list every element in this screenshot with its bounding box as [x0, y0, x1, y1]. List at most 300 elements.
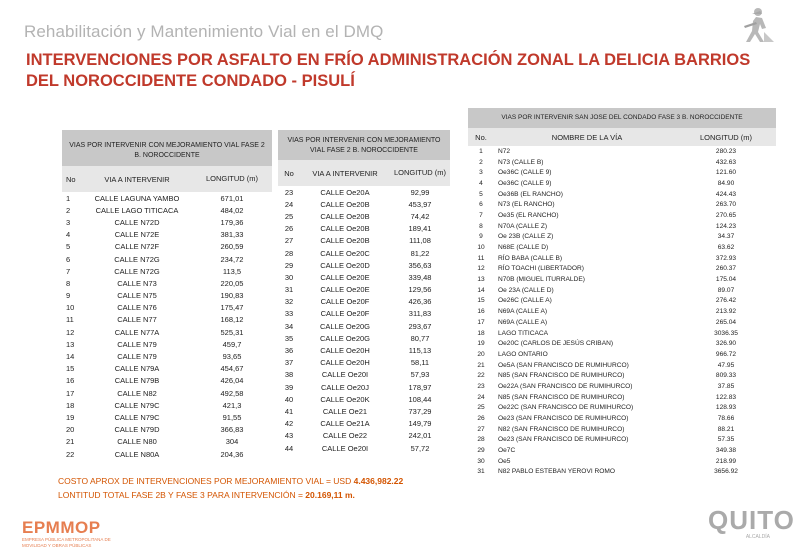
road-name: N85 (SAN FRANCISCO DE RUMIHURCO)	[498, 372, 625, 380]
row-number: 2	[66, 205, 71, 215]
road-name: CALLE Oe20I	[321, 443, 369, 453]
table-row	[278, 344, 450, 356]
cost-value: 4.436,982.22	[353, 476, 404, 486]
road-length: 175.04	[715, 276, 737, 284]
table-row	[278, 247, 450, 259]
row-number: 11	[66, 315, 74, 325]
row-number: 35	[284, 333, 294, 343]
road-name: CALLE N76	[117, 303, 157, 313]
road-length: 57,72	[410, 443, 430, 453]
table-row	[62, 399, 272, 411]
table-row	[278, 284, 450, 296]
road-name: Oe23 (SAN FRANCISCO DE RUMIHURCO)	[498, 436, 629, 444]
road-name: N73 (CALLE B)	[498, 158, 544, 166]
road-name: CALLE LAGUNA YAMBO	[94, 193, 180, 203]
row-number: 16	[66, 376, 75, 386]
road-name: CALLE N75	[117, 291, 157, 301]
row-number: 3	[66, 217, 71, 227]
road-length: 89.07	[717, 286, 735, 294]
column-header-no: No	[278, 160, 300, 186]
cost-summary	[58, 476, 403, 486]
table-row	[468, 445, 776, 456]
road-name: LAGO TITICACA	[498, 329, 549, 337]
table-row	[278, 369, 450, 381]
table-row	[62, 350, 272, 362]
road-name: CALLE Oe20K	[320, 394, 370, 404]
table-row	[278, 308, 450, 320]
table-row	[468, 296, 776, 307]
row-number: 5	[66, 242, 71, 252]
row-number: 28	[284, 248, 294, 258]
table-row	[62, 411, 272, 423]
table-row	[62, 387, 272, 399]
road-length: 265.04	[715, 318, 737, 326]
table-row	[468, 328, 776, 339]
road-length: 113,5	[222, 266, 242, 276]
road-length: 81,22	[410, 248, 430, 258]
table-row	[468, 370, 776, 381]
table-row	[278, 381, 450, 393]
table-row	[62, 216, 272, 228]
road-length: 189,41	[408, 224, 432, 234]
epmmop-logo	[22, 519, 132, 555]
row-number: 44	[284, 443, 294, 453]
row-number: 25	[477, 404, 485, 412]
road-name: Oe36B (EL RANCHO)	[498, 190, 563, 198]
table-row	[62, 290, 272, 302]
row-number: 17	[66, 388, 75, 398]
table-band-title: VIAS POR INTERVENIR SAN JOSE DEL CONDADO FASE 3 B. NOROCCIDENTE	[468, 108, 776, 128]
row-number: 20	[477, 350, 485, 358]
row-number: 43	[284, 431, 294, 441]
road-length: 74,42	[410, 211, 430, 221]
table-row	[62, 192, 272, 204]
table-row	[278, 198, 450, 210]
table-row	[468, 403, 776, 414]
table-row	[62, 204, 272, 216]
row-number: 6	[66, 254, 71, 264]
row-number: 7	[66, 266, 71, 276]
road-length: 304	[225, 437, 239, 447]
table-row	[468, 456, 776, 467]
row-number: 15	[66, 364, 75, 374]
road-name: Oe23 (SAN FRANCISCO DE RUMIHURCO)	[498, 415, 629, 423]
road-name: CALLE N79A	[114, 364, 160, 374]
road-name: CALLE Oe20G	[319, 321, 371, 331]
road-name: CALLE Oe20B	[320, 224, 370, 234]
road-name: CALLE Oe20E	[320, 285, 370, 295]
road-length: 204,36	[220, 449, 244, 459]
road-name: CALLE N80A	[114, 449, 160, 459]
table-row	[468, 413, 776, 424]
road-length: 57,93	[410, 370, 430, 380]
row-number: 31	[284, 285, 294, 295]
column-header-length: LONGITUD (m)	[676, 128, 776, 146]
row-number: 28	[477, 436, 485, 444]
table-row	[62, 277, 272, 289]
road-length: 37.85	[717, 382, 735, 390]
row-number: 37	[284, 358, 294, 368]
road-name: N82 PABLO ESTEBAN YEROVI ROMO	[498, 468, 616, 476]
column-header-no: No	[62, 166, 82, 192]
row-number: 34	[284, 321, 294, 331]
road-length: 809.33	[715, 372, 737, 380]
row-number: 24	[477, 393, 485, 401]
table-row	[468, 317, 776, 328]
row-number: 31	[477, 468, 485, 476]
table-band-title: VIAS POR INTERVENIR CON MEJORAMIENTO VIAL FASE 2 B. NOROCCIDENTE	[278, 130, 450, 160]
row-number: 18	[66, 400, 75, 410]
road-length: 234,72	[220, 254, 244, 264]
table-row	[62, 302, 272, 314]
table-row	[468, 467, 776, 478]
row-number: 5	[479, 190, 483, 198]
road-length: 671,01	[220, 193, 244, 203]
road-name: CALLE N79B	[114, 376, 160, 386]
road-length: 339,48	[408, 272, 432, 282]
road-name: LAGO ONTARIO	[498, 350, 548, 358]
road-length: 426,36	[408, 297, 432, 307]
road-name: CALLE N79C	[114, 400, 160, 410]
quito-logo-subtitle: ALCALDÍA	[745, 534, 770, 540]
road-length: 129,56	[408, 285, 432, 295]
length-label: LONTITUD TOTAL FASE 2B Y FASE 3 PARA INTERVENCIÓN =	[58, 490, 306, 500]
road-name: N72	[498, 147, 511, 155]
table-row	[468, 306, 776, 317]
road-name: CALLE Oe20C	[320, 248, 370, 258]
epmmop-logo-subtitle: EMPRESA PÚBLICA METROPOLITANA DE MOVILIDAD Y OBRAS PÚBLICAS	[22, 537, 111, 548]
row-number: 11	[477, 254, 485, 262]
table-row	[468, 424, 776, 435]
road-length: 426,04	[220, 376, 244, 386]
road-name: Oe26C (CALLE A)	[498, 297, 552, 305]
road-length: 190,83	[220, 291, 244, 301]
road-length: 122.83	[715, 393, 737, 401]
road-length: 293,67	[408, 321, 432, 331]
road-name: N70B (MIGUEL ITURRALDE)	[498, 276, 585, 284]
row-number: 26	[284, 224, 294, 234]
table-row	[468, 232, 776, 243]
row-number: 36	[284, 346, 294, 356]
road-name: Oe36C (CALLE 9)	[498, 169, 552, 177]
table-row	[278, 235, 450, 247]
row-number: 13	[66, 339, 75, 349]
road-name: CALLE Oe20B	[320, 199, 370, 209]
row-number: 22	[477, 372, 485, 380]
road-length: 432.63	[715, 158, 737, 166]
road-length: 218.99	[715, 457, 737, 465]
road-length: 179,36	[220, 217, 244, 227]
row-number: 24	[284, 199, 294, 209]
row-number: 33	[284, 309, 294, 319]
road-name: CALLE N79	[117, 339, 157, 349]
road-length: 260.37	[715, 265, 737, 273]
row-number: 32	[284, 297, 294, 307]
row-number: 23	[284, 187, 294, 197]
phase-3-table	[468, 108, 776, 477]
road-name: CALLE Oe20B	[320, 211, 370, 221]
road-name: CALLE LAGO TITICACA	[95, 205, 179, 215]
road-length: 128.93	[715, 404, 737, 412]
road-length: 381,33	[220, 230, 244, 240]
row-number: 38	[284, 370, 294, 380]
road-length: 108,44	[408, 394, 432, 404]
road-length: 484,02	[220, 205, 244, 215]
road-name: CALLE N82	[117, 388, 157, 398]
phase-2b-table-2	[278, 130, 450, 454]
road-length: 168,12	[220, 315, 244, 325]
road-length: 349.38	[715, 447, 737, 455]
road-name: CALLE Oe20J	[321, 382, 369, 392]
road-name: N73 (EL RANCHO)	[498, 201, 555, 209]
table-row	[468, 381, 776, 392]
road-worker-icon	[736, 4, 776, 44]
table-row	[62, 326, 272, 338]
row-number: 21	[66, 437, 75, 447]
table-row	[468, 167, 776, 178]
row-number: 21	[477, 361, 485, 369]
quito-logo-word: QUITO	[708, 505, 795, 535]
road-name: CALLE N72G	[114, 266, 160, 276]
road-name: Oe 23B (CALLE Z)	[498, 233, 554, 241]
road-length: 366,83	[220, 425, 244, 435]
table-row	[468, 349, 776, 360]
table-row	[278, 296, 450, 308]
row-number: 18	[477, 329, 485, 337]
row-number: 23	[477, 382, 485, 390]
road-name: Oe5A (SAN FRANCISCO DE RUMIHURCO)	[498, 361, 629, 369]
road-name: Oe35 (EL RANCHO)	[498, 211, 559, 219]
row-number: 12	[66, 327, 75, 337]
road-name: N82 (SAN FRANCISCO DE RUMIHURCO)	[498, 425, 625, 433]
table-row	[468, 435, 776, 446]
road-name: Oe7C	[498, 447, 516, 455]
road-length: 220,05	[220, 278, 244, 288]
row-number: 1	[66, 193, 71, 203]
row-number: 9	[479, 233, 483, 241]
table-row	[468, 146, 776, 157]
road-name: Oe20C (CARLOS DE JESÚS CRIBAN)	[498, 340, 614, 348]
phase-2b-table-1	[62, 130, 272, 460]
road-name: CALLE Oe20F	[320, 309, 370, 319]
road-name: CALLE N79	[117, 352, 157, 362]
road-name: Oe 23A (CALLE D)	[498, 286, 554, 294]
table-row	[278, 271, 450, 283]
row-number: 41	[284, 406, 294, 416]
road-name: RÍO TOACHI (LIBERTADOR)	[498, 265, 584, 273]
row-number: 7	[479, 211, 483, 219]
column-header-via: VIA A INTERVENIR	[300, 160, 390, 186]
road-length: 88.21	[717, 425, 735, 433]
column-header-via: VIA A INTERVENIR	[82, 166, 192, 192]
table-row	[468, 253, 776, 264]
table-row	[278, 332, 450, 344]
road-name: CALLE N72G	[114, 254, 160, 264]
road-length: 121.60	[715, 169, 737, 177]
length-summary	[58, 490, 355, 500]
road-length: 58,11	[410, 358, 430, 368]
road-length: 91,55	[222, 412, 242, 422]
table-row	[62, 363, 272, 375]
table-row	[62, 229, 272, 241]
row-number: 19	[477, 340, 485, 348]
road-name: CALLE N80	[117, 437, 157, 447]
table-row	[278, 442, 450, 454]
road-length: 737,29	[408, 406, 432, 416]
column-header-no: No.	[468, 128, 494, 146]
table-row	[278, 405, 450, 417]
road-name: CALLE N72E	[114, 230, 160, 240]
road-length: 421,3	[222, 400, 242, 410]
road-length: 47.95	[717, 361, 735, 369]
road-length: 260,59	[220, 242, 244, 252]
table-row	[468, 199, 776, 210]
row-number: 12	[477, 265, 485, 273]
table-row	[468, 392, 776, 403]
table-row	[62, 253, 272, 265]
page-subtitle: Rehabilitación y Mantenimiento Vial en el DMQ	[24, 22, 384, 41]
road-name: CALLE Oe20G	[319, 333, 371, 343]
road-name: Oe22C (SAN FRANCISCO DE RUMIHURCO)	[498, 404, 634, 412]
column-header-via: NOMBRE DE LA VÍA	[494, 128, 676, 146]
row-number: 15	[477, 297, 485, 305]
road-name: CALLE Oe20D	[320, 260, 370, 270]
row-number: 17	[477, 318, 485, 326]
road-name: CALLE Oe20H	[320, 358, 370, 368]
row-number: 3	[479, 169, 483, 177]
table-row	[278, 186, 450, 198]
road-length: 326.90	[715, 340, 737, 348]
road-length: 57.35	[717, 436, 735, 444]
road-name: Oe22A (SAN FRANCISCO DE RUMIHURCO)	[498, 382, 633, 390]
row-number: 29	[284, 260, 294, 270]
row-number: 30	[477, 457, 485, 465]
road-name: Oe5	[498, 457, 511, 465]
road-length: 78.66	[717, 415, 735, 423]
road-length: 270.65	[715, 211, 737, 219]
row-number: 39	[284, 382, 294, 392]
row-number: 22	[66, 449, 75, 459]
row-number: 9	[66, 291, 71, 301]
road-length: 459,7	[222, 339, 242, 349]
table-row	[278, 223, 450, 235]
road-length: 454,67	[220, 364, 244, 374]
road-name: Oe36C (CALLE 9)	[498, 179, 552, 187]
row-number: 42	[284, 419, 294, 429]
road-name: N85 (SAN FRANCISCO DE RUMIHURCO)	[498, 393, 625, 401]
road-name: CALLE Oe22	[322, 431, 368, 441]
table-row	[468, 274, 776, 285]
table-row	[278, 259, 450, 271]
column-header-length: LONGITUD (m)	[390, 160, 450, 186]
row-number: 6	[479, 201, 483, 209]
table-row	[468, 189, 776, 200]
road-length: 124.23	[715, 222, 737, 230]
table-row	[468, 210, 776, 221]
road-name: CALLE Oe20A	[320, 187, 370, 197]
row-number: 27	[477, 425, 485, 433]
road-length: 63.62	[717, 244, 735, 252]
road-name: CALLE N73	[117, 278, 157, 288]
quito-logo	[708, 505, 795, 554]
road-name: CALLE N77A	[114, 327, 160, 337]
table-row	[278, 393, 450, 405]
table-row	[468, 221, 776, 232]
road-name: CALLE Oe21A	[320, 419, 370, 429]
road-length: 93,65	[222, 352, 242, 362]
road-length: 111,08	[409, 236, 431, 246]
road-name: CALLE N72F	[114, 242, 160, 252]
road-name: CALLE N77	[117, 315, 157, 325]
road-length: 213.92	[715, 308, 737, 316]
row-number: 19	[66, 412, 75, 422]
row-number: 30	[284, 272, 294, 282]
row-number: 26	[477, 415, 485, 423]
road-name: CALLE N79C	[114, 412, 160, 422]
road-length: 34.37	[717, 233, 735, 241]
table-row	[278, 210, 450, 222]
road-name: CALLE N72D	[114, 217, 160, 227]
row-number: 1	[479, 147, 483, 155]
table-row	[62, 448, 272, 460]
road-length: 424.43	[715, 190, 737, 198]
road-length: 149,79	[408, 419, 432, 429]
road-length: 242,01	[408, 431, 432, 441]
row-number: 13	[477, 276, 485, 284]
road-length: 175,47	[220, 303, 244, 313]
length-value: 20.169,11 m.	[305, 490, 355, 500]
road-length: 276.42	[715, 297, 737, 305]
row-number: 10	[477, 244, 485, 252]
road-name: RÍO BABA (CALLE B)	[498, 254, 563, 262]
table-row	[278, 357, 450, 369]
table-row	[468, 157, 776, 168]
table-row	[278, 418, 450, 430]
table-row	[62, 424, 272, 436]
road-name: CALLE Oe20H	[320, 346, 370, 356]
road-length: 178,97	[408, 382, 432, 392]
row-number: 14	[66, 352, 75, 362]
row-number: 20	[66, 425, 75, 435]
road-name: CALLE Oe20F	[320, 297, 370, 307]
row-number: 16	[477, 308, 485, 316]
road-name: CALLE N79D	[114, 425, 160, 435]
road-length: 263.70	[715, 201, 737, 209]
table-row	[468, 242, 776, 253]
table-row	[468, 178, 776, 189]
road-length: 525,31	[220, 327, 244, 337]
row-number: 27	[284, 236, 294, 246]
row-number: 25	[284, 211, 294, 221]
table-row	[278, 320, 450, 332]
road-length: 492,58	[220, 388, 244, 398]
road-length: 80,77	[410, 333, 430, 343]
epmmop-logo-word: EPMMOP	[22, 518, 101, 537]
road-length: 115,13	[408, 346, 432, 356]
row-number: 4	[66, 230, 71, 240]
table-row	[468, 264, 776, 275]
table-row	[62, 241, 272, 253]
table-row	[62, 436, 272, 448]
road-name: N69A (CALLE A)	[498, 308, 548, 316]
road-name: CALLE Oe20E	[320, 272, 370, 282]
table-row	[62, 375, 272, 387]
row-number: 2	[479, 158, 483, 166]
road-length: 372.93	[715, 254, 737, 262]
row-number: 8	[66, 278, 71, 288]
row-number: 29	[477, 447, 485, 455]
row-number: 4	[479, 179, 483, 187]
